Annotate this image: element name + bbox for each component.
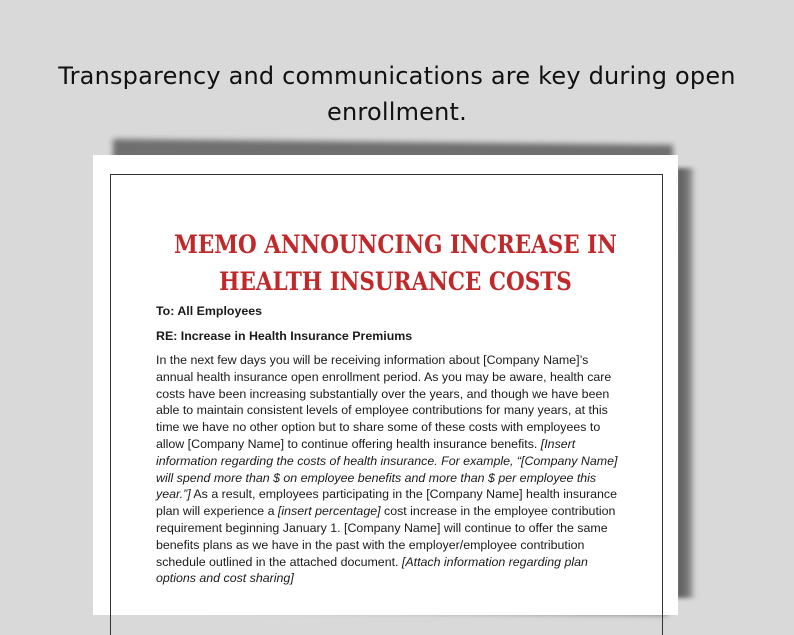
- memo-text-3: cost increase in the employee contribution requirement beginning January 1. [Company Name] will continue to offer the same benefits plans as we have in the past with the employer/employee contribution schedule outlined in the attached document.: [156, 504, 616, 569]
- memo-body: [156, 303, 626, 587]
- caption-text: [20, 58, 774, 130]
- memo-re-line: RE: Increase in Health Insurance Premiums: [156, 329, 413, 343]
- memo-placeholder-attachment: [Attach information regarding plan options and cost sharing]: [156, 554, 588, 586]
- memo-text-2: As a result, employees participating in the [Company Name] health insurance plan will experience a: [156, 487, 617, 519]
- memo-title: [54, 226, 737, 300]
- memo-title-line-2: HEALTH INSURANCE COSTS: [219, 267, 572, 296]
- memo-title-line-1: MEMO ANNOUNCING INCREASE IN: [174, 230, 617, 259]
- memo-paragraph: [156, 352, 626, 587]
- memo-placeholder-costs: [Insert information regarding the costs of health insurance. For example, “[Company Name] will spend more than $ on employee benefits and more than $ per employee this year.”]: [156, 436, 618, 502]
- caption-line-2: enrollment.: [327, 98, 467, 126]
- caption-line-1: Transparency and communications are key during open: [58, 62, 736, 90]
- memo-placeholder-percentage: [insert percentage]: [277, 504, 381, 519]
- memo-to-line: To: All Employees: [156, 304, 263, 318]
- memo-text-1: In the next few days you will be receiving information about [Company Name]’s annual health insurance open enrollment period. As you may be aware, health care costs have been increasing substantially over the years, and though we have been able to maintain consistent levels of employee contributions for many years, at this time we have no other option but to share some of these costs with employees to allow [Company Name] to continue offering health insurance benefits.: [156, 353, 612, 451]
